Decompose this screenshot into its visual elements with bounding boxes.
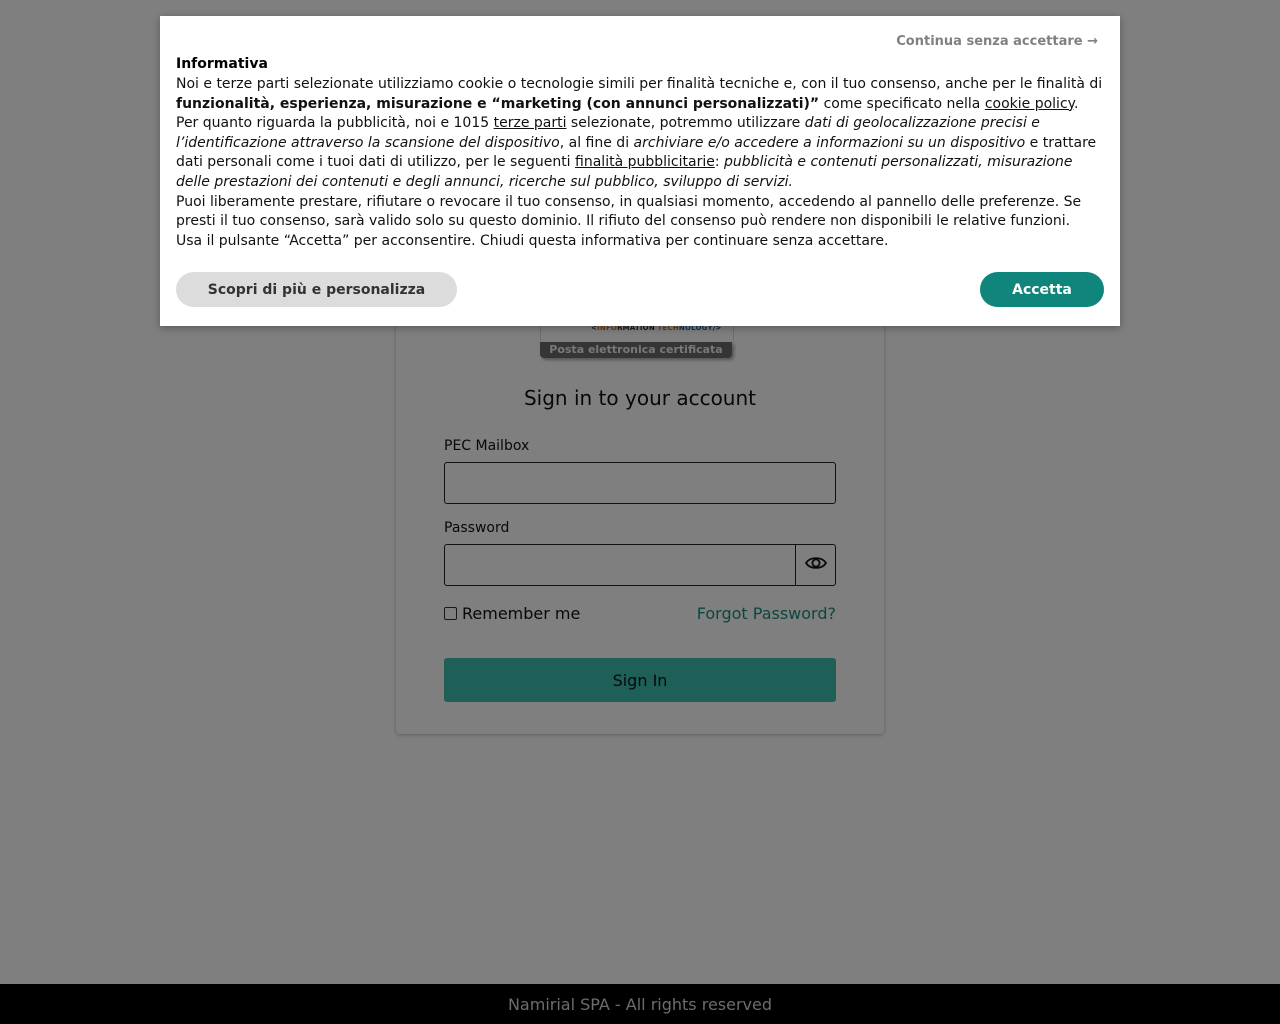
p2-italic-2: archiviare e/o accedere a informazioni su un dispositivo [633,134,1026,151]
p1-text-b: come specificato nella [819,95,985,112]
third-parties-link[interactable]: terze parti [493,115,567,132]
advertising-purposes-link[interactable]: finalità pubblicitarie [575,154,715,171]
learn-more-customize-button[interactable]: Scopri di più e personalizza [176,272,457,307]
p2-italic-1: dati di geolocalizzazione precisi e l’identificazione attraverso la scansione del dispositivo [176,115,1040,151]
cookie-text [176,75,1106,251]
cookie-paragraph-1 [176,75,1106,114]
p2-text-d: e trattare dati personali come i tuoi dati di utilizzo, per le seguenti [176,134,1097,171]
cookie-paragraph-3: Puoi liberamente prestare, rifiutare o revocare il tuo consenso, in qualsiasi momento, accedendo al pannello delle preferenze. Se presti il tuo consenso, sarà valido solo su questo dominio. Il rifiuto del consenso può rendere non disponibili le relative funzioni. [176,193,1082,230]
p2-italic-3: pubblicità e contenuti personalizzati, misurazione delle prestazioni dei contenuti e degli annunci, ricerche sul pubblico, sviluppo di servizi. [176,154,1073,190]
p1-text-c: . [1073,95,1079,112]
cookie-title: Informativa [176,56,268,72]
cookie-policy-link[interactable]: cookie policy [984,95,1074,112]
p1-bold: funzionalità, esperienza, misurazione e “marketing (con annunci personalizzati)” [176,95,820,112]
p2-text-c: , al fine di [559,134,634,151]
cookie-paragraph-2 [176,114,1106,192]
p2-text-e: : [714,154,724,171]
accept-button[interactable]: Accetta [980,272,1104,307]
cookie-paragraph-4: Usa il pulsante “Accetta” per acconsentire. Chiudi questa informativa per continuare senza accettare. [176,232,889,249]
p1-text-a: Noi e terze parti selezionate utilizziamo cookie o tecnologie simili per finalità tecniche e, con il tuo consenso, anche per le finalità di [176,76,1103,92]
cookie-consent-dialog [160,16,1120,326]
p2-text-b: selezionate, potremmo utilizzare [566,115,805,132]
continue-without-accepting-link[interactable]: Continua senza accettare → [896,34,1098,49]
p2-text-a: Per quanto riguarda la pubblicità, noi e 1015 [176,115,494,132]
